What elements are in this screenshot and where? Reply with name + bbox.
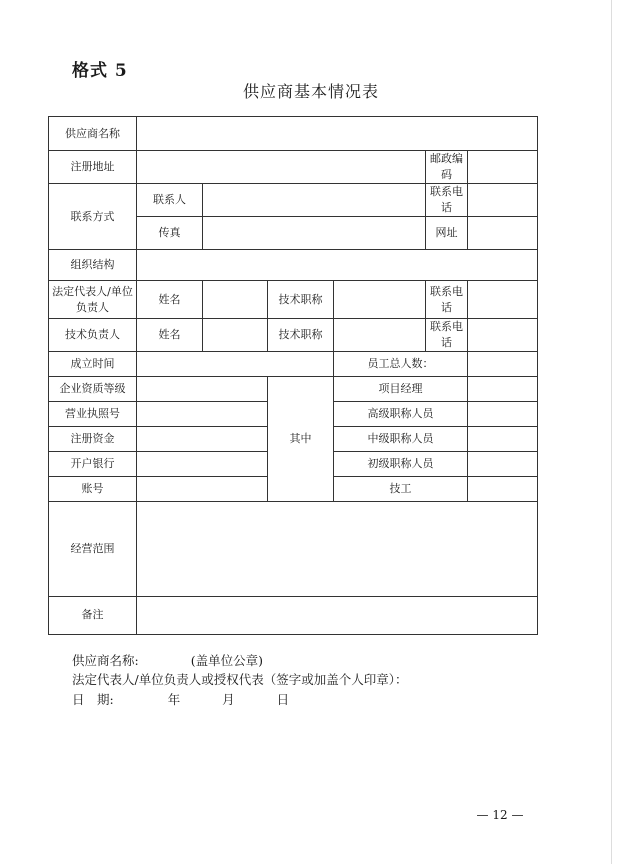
- account-field[interactable]: [137, 476, 268, 501]
- footer-month: 月: [222, 692, 235, 707]
- format-label: 格式 5: [72, 61, 128, 81]
- reg-capital-label: 注册资金: [49, 426, 137, 451]
- reg-address-field[interactable]: [137, 151, 426, 184]
- legal-rep-phone-field[interactable]: [468, 281, 538, 319]
- contact-phone-label: 联系电话: [426, 184, 468, 217]
- supplier-name-field[interactable]: [137, 117, 538, 151]
- contact-person-label: 联系人: [137, 184, 203, 217]
- remarks-label: 备注: [49, 596, 137, 634]
- supplier-signature-line: [72, 651, 263, 669]
- project-manager-field[interactable]: [468, 376, 538, 401]
- footer-date-label: 日 期:: [72, 692, 114, 707]
- footer-day: 日: [276, 692, 290, 707]
- bank-field[interactable]: [137, 451, 268, 476]
- page-number: — 12 —: [476, 808, 524, 822]
- legal-rep-label: 法定代表人/单位负责人: [49, 281, 137, 319]
- legal-rep-title-label: 技术职称: [268, 281, 334, 319]
- tech-head-title-field[interactable]: [334, 319, 426, 352]
- tech-head-label: 技术负责人: [49, 319, 137, 352]
- junior-field[interactable]: [468, 451, 538, 476]
- page-edge: [611, 0, 612, 864]
- intermediate-field[interactable]: [468, 426, 538, 451]
- legal-rep-phone-label: 联系电话: [426, 281, 468, 319]
- footer-year: 年: [167, 692, 181, 707]
- qualification-label: 企业资质等级: [49, 376, 137, 401]
- footer-seal-note: (盖单位公章): [190, 653, 263, 668]
- website-label: 网址: [426, 217, 468, 250]
- tech-head-title-label: 技术职称: [268, 319, 334, 352]
- date-line: [72, 690, 289, 708]
- business-scope-label: 经营范围: [49, 501, 137, 596]
- technician-label: 技工: [334, 476, 468, 501]
- qualification-field[interactable]: [137, 376, 268, 401]
- employees-field[interactable]: [468, 351, 538, 376]
- form-title: 供应商基本情况表: [242, 82, 379, 101]
- technician-field[interactable]: [468, 476, 538, 501]
- org-structure-label: 组织结构: [49, 250, 137, 281]
- senior-field[interactable]: [468, 401, 538, 426]
- project-manager-label: 项目经理: [334, 376, 468, 401]
- contact-person-field[interactable]: [203, 184, 426, 217]
- account-label: 账号: [49, 476, 137, 501]
- reg-capital-field[interactable]: [137, 426, 268, 451]
- contact-method-label: 联系方式: [49, 184, 137, 250]
- fax-label: 传真: [137, 217, 203, 250]
- legal-rep-title-field[interactable]: [334, 281, 426, 319]
- legal-rep-name-label: 姓名: [137, 281, 203, 319]
- contact-phone-field[interactable]: [468, 184, 538, 217]
- postal-code-field[interactable]: [468, 151, 538, 184]
- among-label: 其中: [268, 376, 334, 501]
- tech-head-name-field[interactable]: [203, 319, 268, 352]
- tech-head-name-label: 姓名: [137, 319, 203, 352]
- established-label: 成立时间: [49, 351, 137, 376]
- legal-rep-name-field[interactable]: [203, 281, 268, 319]
- supplier-info-table: [48, 116, 538, 635]
- footer-supplier-label: 供应商名称:: [72, 653, 139, 668]
- business-scope-field[interactable]: [137, 501, 538, 596]
- senior-label: 高级职称人员: [334, 401, 468, 426]
- tech-head-phone-field[interactable]: [468, 319, 538, 352]
- reg-address-label: 注册地址: [49, 151, 137, 184]
- license-no-label: 营业执照号: [49, 401, 137, 426]
- established-field[interactable]: [137, 351, 334, 376]
- postal-code-label: 邮政编码: [426, 151, 468, 184]
- employees-label: 员工总人数：: [334, 351, 468, 376]
- fax-field[interactable]: [203, 217, 426, 250]
- website-field[interactable]: [468, 217, 538, 250]
- tech-head-phone-label: 联系电话: [426, 319, 468, 352]
- bank-label: 开户银行: [49, 451, 137, 476]
- legal-rep-signature-line: 法定代表人/单位负责人或授权代表（签字或加盖个人印章）：: [72, 672, 408, 687]
- remarks-field[interactable]: [137, 596, 538, 634]
- supplier-name-label: 供应商名称: [49, 117, 137, 151]
- intermediate-label: 中级职称人员: [334, 426, 468, 451]
- license-no-field[interactable]: [137, 401, 268, 426]
- org-structure-field[interactable]: [137, 250, 538, 281]
- junior-label: 初级职称人员: [334, 451, 468, 476]
